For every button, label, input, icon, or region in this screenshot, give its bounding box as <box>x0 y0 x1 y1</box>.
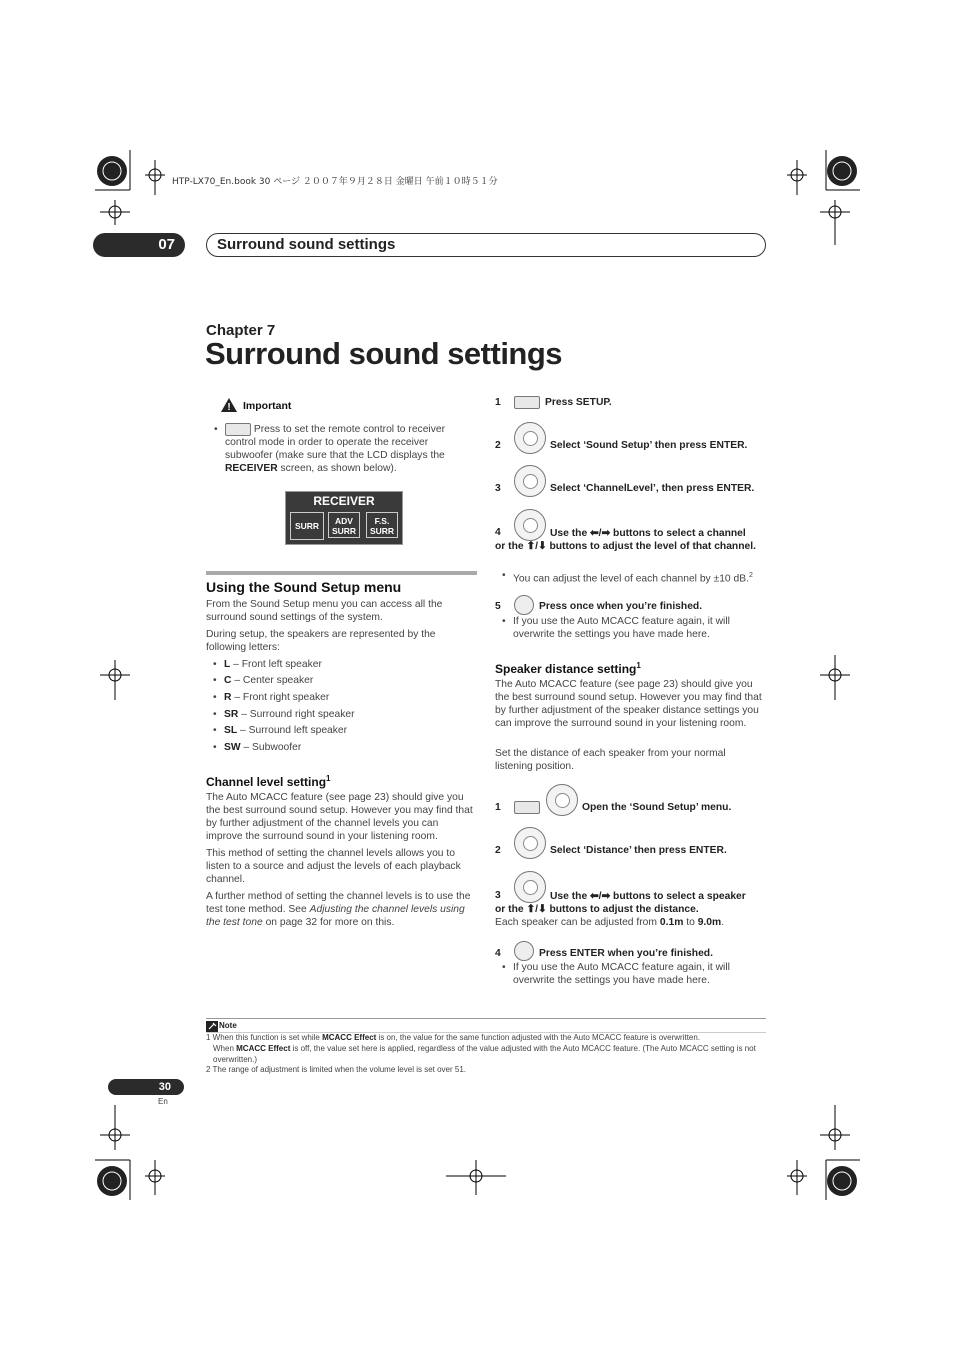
navigation-dial-icon <box>514 465 546 497</box>
return-button-icon <box>514 595 534 615</box>
speaker-list-item: • SW – Subwoofer <box>213 742 302 753</box>
svg-text:!: ! <box>227 402 231 413</box>
step-number: 5 <box>495 601 501 612</box>
channel-level-para-2: This method of setting the channel levels allows you to listen to a source and adjust the levels of each playback channel. <box>206 848 461 885</box>
note-icon <box>206 1021 218 1032</box>
setup-menu-para-1: From the Sound Setup menu you can access all the surround sound settings of the system. <box>206 599 443 623</box>
enter-button-icon <box>514 941 534 961</box>
lcd-surr-mode: SURR <box>290 512 324 540</box>
step-text: Select ‘Distance’ then press ENTER. <box>550 845 727 856</box>
speaker-list-item: • L – Front left speaker <box>213 659 322 670</box>
page-title: Surround sound settings <box>205 336 563 371</box>
step-text-continued: or the ⬆/⬇ buttons to adjust the level of that channel. <box>495 541 756 552</box>
lcd-adv-surr-mode: ADV SURR <box>328 512 360 538</box>
navigation-dial-icon <box>546 784 578 816</box>
distance-range-note: Each speaker can be adjusted from 0.1m to 9.0m. <box>495 917 725 928</box>
step-text: Press once when you’re finished. <box>539 601 703 612</box>
page-number: 30 <box>108 1079 184 1095</box>
step-text: Use the ⬅/➡ buttons to select a speaker <box>550 891 746 902</box>
step-number: 4 <box>495 948 501 959</box>
distance-heading: Speaker distance setting$^1$ <box>495 661 641 676</box>
channel-level-heading: Channel level setting$^1$ <box>206 774 331 789</box>
step-text: Press SETUP. <box>545 397 612 408</box>
warning-icon <box>220 397 238 413</box>
important-label: Important <box>243 400 292 412</box>
step-text: Open the ‘Sound Setup’ menu. <box>582 802 732 813</box>
footnote-1-continued: When MCACC Effect is off, the value set here is applied, regardless of the value adjusted with the Auto MCACC feature. (The Auto MCACC setting is not overwritten.) <box>213 1044 756 1064</box>
channel-level-para-3: A further method of setting the channel levels is to use the test tone method. See Adjusting the channel levels using the test tone on page 32 for more on this. <box>206 891 471 928</box>
step-text: Select ‘ChannelLevel’, then press ENTER. <box>550 483 755 494</box>
setup-menu-heading: Using the Sound Setup menu <box>206 579 402 595</box>
chapter-number-tab: 07 <box>93 233 185 257</box>
setup-button-icon <box>514 396 540 409</box>
step-number: 2 <box>495 440 501 451</box>
chapter-label: Chapter 7 <box>206 322 276 339</box>
step-text: Use the ⬅/➡ buttons to select a channel <box>550 528 746 539</box>
step-number: 2 <box>495 845 501 856</box>
navigation-dial-icon <box>514 509 546 541</box>
navigation-dial-icon <box>514 827 546 859</box>
step-number: 1 <box>495 802 501 813</box>
setup-button-icon <box>514 801 540 814</box>
navigation-dial-icon <box>514 871 546 903</box>
speaker-list-item: • C – Center speaker <box>213 675 314 686</box>
section-title-tab: Surround sound settings <box>206 233 766 257</box>
step-note: • If you use the Auto MCACC feature again, it will overwrite the settings you have made here. <box>502 962 730 986</box>
distance-para-2: Set the distance of each speaker from your normal listening position. <box>495 748 726 772</box>
note-label: Note <box>219 1021 237 1030</box>
step-text: Select ‘Sound Setup’ then press ENTER. <box>550 440 748 451</box>
speaker-list-item: • SR – Surround right speaker <box>213 709 355 720</box>
print-header: HTP-LX70_En.book 30 ページ ２００７年９月２８日 金曜日 午前１０時５１分 <box>172 177 498 187</box>
navigation-dial-icon <box>514 422 546 454</box>
setup-menu-para-2: During setup, the speakers are represented by the following letters: <box>206 629 436 653</box>
step-text-continued: or the ⬆/⬇ buttons to adjust the distance. <box>495 904 699 915</box>
lcd-display <box>285 491 403 545</box>
distance-para-1: The Auto MCACC feature (see page 23) should give you the best surround sound setup. However you may find that by further adjustment of the speaker distance settings you can improve the surround sound in your listening room. <box>495 679 762 729</box>
lcd-receiver-label: RECEIVER <box>313 494 375 508</box>
important-text: • Press to set the remote control to receiver control mode in order to operate the receiver subwoofer (make sure that the LCD displays the RECEIVER screen, as shown below). <box>214 424 446 475</box>
step-text: Press ENTER when you’re finished. <box>539 948 713 959</box>
section-rule <box>206 571 477 575</box>
notes-rule <box>206 1018 766 1019</box>
footnote-1: 1 When this function is set while MCACC Effect is on, the value for the same function adjusted with the Auto MCACC feature is overwritten. <box>206 1033 701 1042</box>
step-note: • You can adjust the level of each channel by ±10 dB.$^2$ <box>502 570 753 585</box>
footnote-2: 2 The range of adjustment is limited when the volume level is set over 51. <box>206 1065 466 1074</box>
speaker-list-item: • R – Front right speaker <box>213 692 330 703</box>
step-number: 3 <box>495 483 501 494</box>
step-number: 4 <box>495 527 501 538</box>
language-label: En <box>158 1097 168 1106</box>
step-number: 3 <box>495 890 501 901</box>
step-number: 1 <box>495 397 501 408</box>
receiver-button-icon <box>225 423 251 436</box>
lcd-fs-surr-mode: F.S. SURR <box>366 512 398 538</box>
step-note: • If you use the Auto MCACC feature again, it will overwrite the settings you have made here. <box>502 616 730 640</box>
channel-level-para-1: The Auto MCACC feature (see page 23) should give you the best surround sound setup. However you may find that by further adjustment of the channel levels you can improve the surround sound in your listening room. <box>206 792 473 842</box>
speaker-list-item: • SL – Surround left speaker <box>213 725 348 736</box>
